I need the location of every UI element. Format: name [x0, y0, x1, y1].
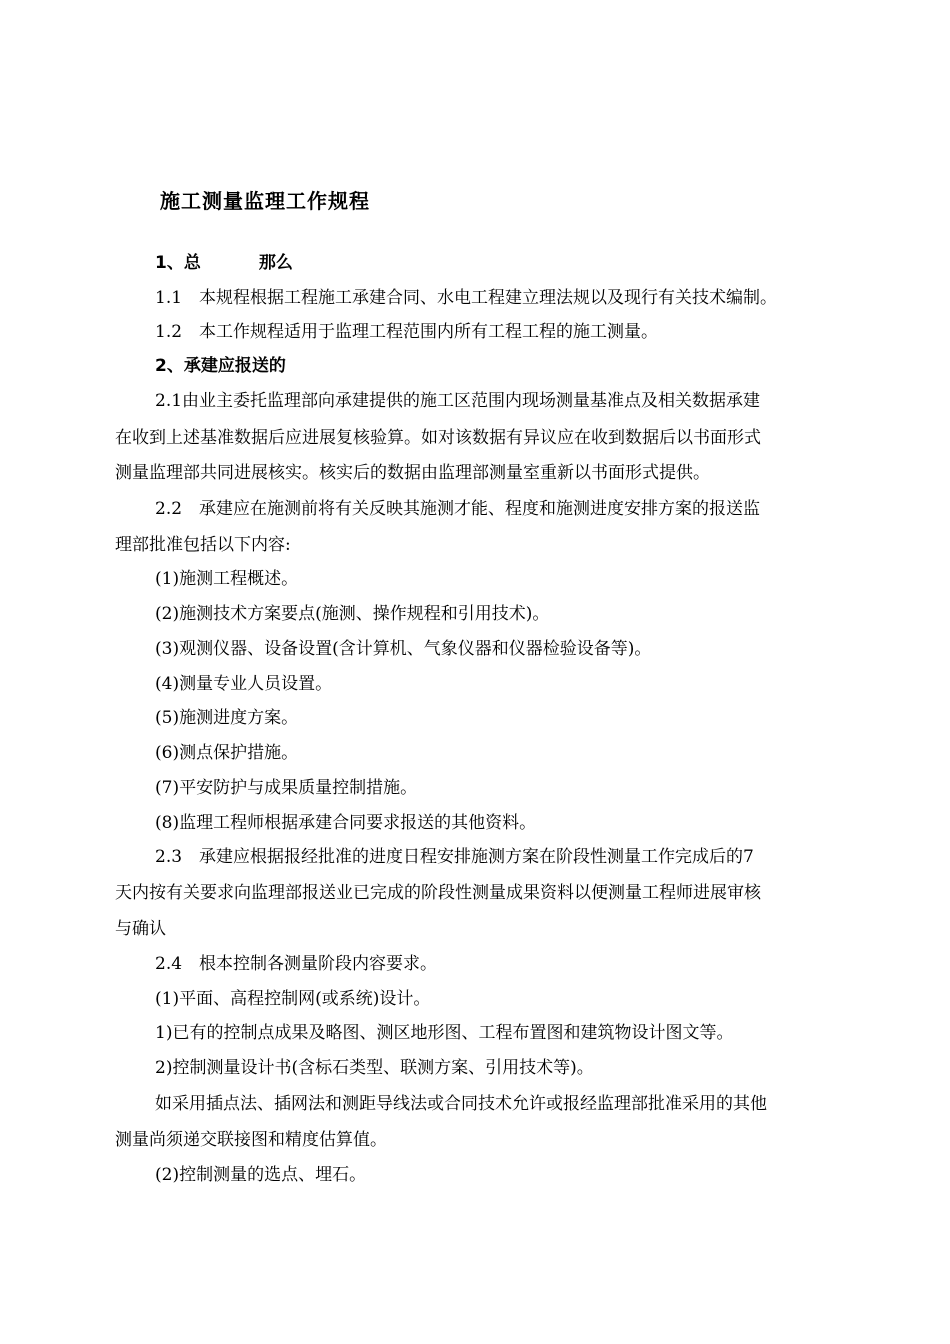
section-1-heading [155, 251, 293, 275]
paragraph-2-2-line-1: 2.2 承建应在施测前将有关反映其施测才能、程度和施测进度安排方案的报送监 [155, 499, 761, 519]
paragraph-2-3-line-1: 2.3 承建应根据报经批准的进度日程安排施测方案在阶段性测量工作完成后的7 [155, 847, 754, 867]
paragraph-2-3-line-3: 与确认 [115, 919, 166, 939]
list-item: (2)施测技术方案要点(施测、操作规程和引用技术)。 [155, 604, 550, 624]
list-item: (1)施测工程概述。 [155, 569, 299, 589]
list-item: (5)施测进度方案。 [155, 708, 299, 728]
section-2-heading: 2、承建应报送的 [155, 356, 286, 376]
document-title: 施工测量监理工作规程 [160, 189, 370, 213]
paragraph-1-2: 1.2 本工作规程适用于监理工程范围内所有工程工程的施工测量。 [155, 322, 659, 342]
paragraph-1-1: 1.1 本规程根据工程施工承建合同、水电工程建立理法规以及现行有关技术编制。 [155, 288, 778, 308]
paragraph-2-4: 2.4 根本控制各测量阶段内容要求。 [155, 954, 438, 974]
list-item: (6)测点保护措施。 [155, 743, 299, 763]
section-1-number: 1、总 [155, 253, 201, 273]
paragraph-3-line-1: 如采用插点法、插网法和测距导线法或合同技术允许或报经监理部批准采用的其他 [155, 1094, 767, 1114]
paragraph-2-1-line-2: 在收到上述基准数据后应进展复核验算。如对该数据有异议应在收到数据后以书面形式 [115, 428, 761, 448]
list-item: 1)已有的控制点成果及略图、测区地形图、工程布置图和建筑物设计图文等。 [155, 1023, 734, 1043]
list-item: (4)测量专业人员设置。 [155, 674, 333, 694]
list-item: (2)控制测量的选点、埋石。 [155, 1165, 367, 1185]
list-item: (1)平面、高程控制网(或系统)设计。 [155, 989, 431, 1009]
list-item: (3)观测仪器、设备设置(含计算机、气象仪器和仪器检验设备等)。 [155, 639, 652, 659]
list-item: (7)平安防护与成果质量控制措施。 [155, 778, 418, 798]
list-item: 2)控制测量设计书(含标石类型、联测方案、引用技术等)。 [155, 1058, 594, 1078]
section-1-word: 那么 [258, 253, 293, 273]
paragraph-2-3-line-2: 天内按有关要求向监理部报送业已完成的阶段性测量成果资料以便测量工程师进展审核 [115, 883, 761, 903]
paragraph-3-line-2: 测量尚须递交联接图和精度估算值。 [115, 1130, 387, 1150]
list-item: (8)监理工程师根据承建合同要求报送的其他资料。 [155, 813, 537, 833]
paragraph-2-1-line-1: 2.1由业主委托监理部向承建提供的施工区范围内现场测量基准点及相关数据承建 [155, 391, 761, 411]
paragraph-2-1-line-3: 测量监理部共同进展核实。核实后的数据由监理部测量室重新以书面形式提供。 [115, 463, 710, 483]
paragraph-2-2-line-2: 理部批准包括以下内容: [115, 535, 291, 555]
